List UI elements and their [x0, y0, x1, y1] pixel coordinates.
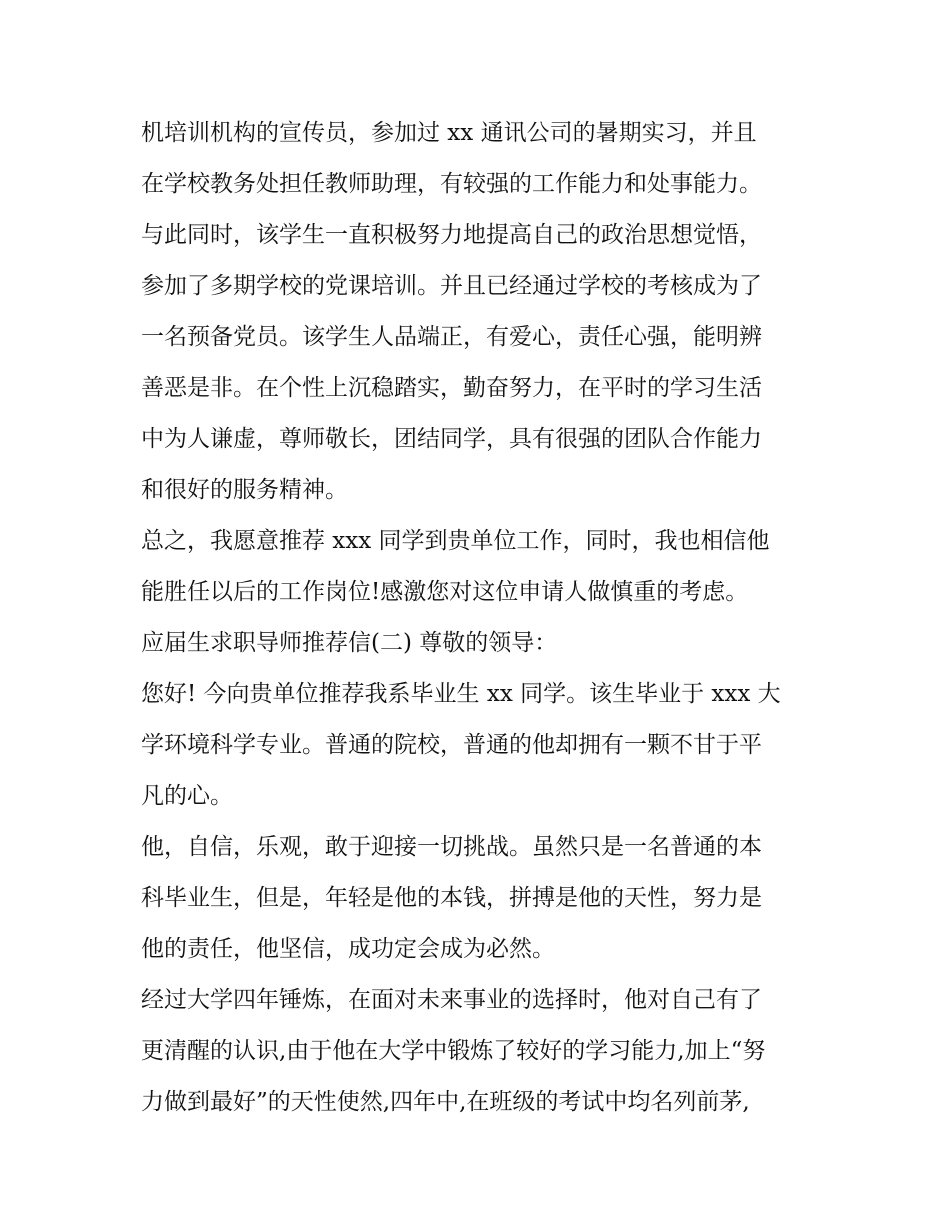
document-body [141, 108, 821, 1128]
text-line: 他的责任，他坚信，成功定会成为必然。 [141, 936, 555, 962]
text-line: 和很好的服务精神。 [141, 477, 348, 503]
text-line: 在学校教务处担任教师助理，有较强的工作能力和处事能力。 [141, 171, 762, 197]
text-line: 与此同时，该学生一直积极努力地提高自己的政治思想觉悟， [141, 222, 762, 248]
text-line: 凡的心。 [141, 783, 233, 809]
section-heading-line: 应届生求职导师推荐信(二) 尊敬的领导： [141, 630, 558, 656]
text-line: 机培训机构的宣传员，参加过 xx 通讯公司的暑期实习，并且 [141, 120, 757, 146]
text-line: 他，自信，乐观，敢于迎接一切挑战。虽然只是一名普通的本 [141, 834, 762, 860]
text-line: 更清醒的认识,由于他在大学中锻炼了较好的学习能力,加上“努 [141, 1038, 766, 1064]
text-line: 学环境科学专业。普通的院校，普通的他却拥有一颗不甘于平 [141, 732, 762, 758]
text-line: 参加了多期学校的党课培训。并且已经通过学校的考核成为了 [141, 273, 762, 299]
text-line: 总之，我愿意推荐 xxx 同学到贵单位工作，同时，我也相信他 [141, 528, 770, 554]
text-line: 中为人谦虚，尊师敬长，团结同学，具有很强的团队合作能力 [141, 426, 762, 452]
text-line: 一名预备党员。该学生人品端正，有爱心，责任心强，能明辨 [141, 324, 762, 350]
text-line: 科毕业生，但是，年轻是他的本钱，拼搏是他的天性，努力是 [141, 885, 762, 911]
text-line: 能胜任以后的工作岗位!感激您对这位申请人做慎重的考虑。 [141, 579, 749, 605]
text-line: 力做到最好”的天性使然,四年中,在班级的考试中均名列前茅, [141, 1089, 750, 1115]
text-line: 您好! 今向贵单位推荐我系毕业生 xx 同学。该生毕业于 xxx 大 [141, 681, 781, 707]
text-line: 善恶是非。在个性上沉稳踏实，勤奋努力，在平时的学习生活 [141, 375, 762, 401]
text-line: 经过大学四年锤炼，在面对未来事业的选择时，他对自己有了 [141, 987, 762, 1013]
